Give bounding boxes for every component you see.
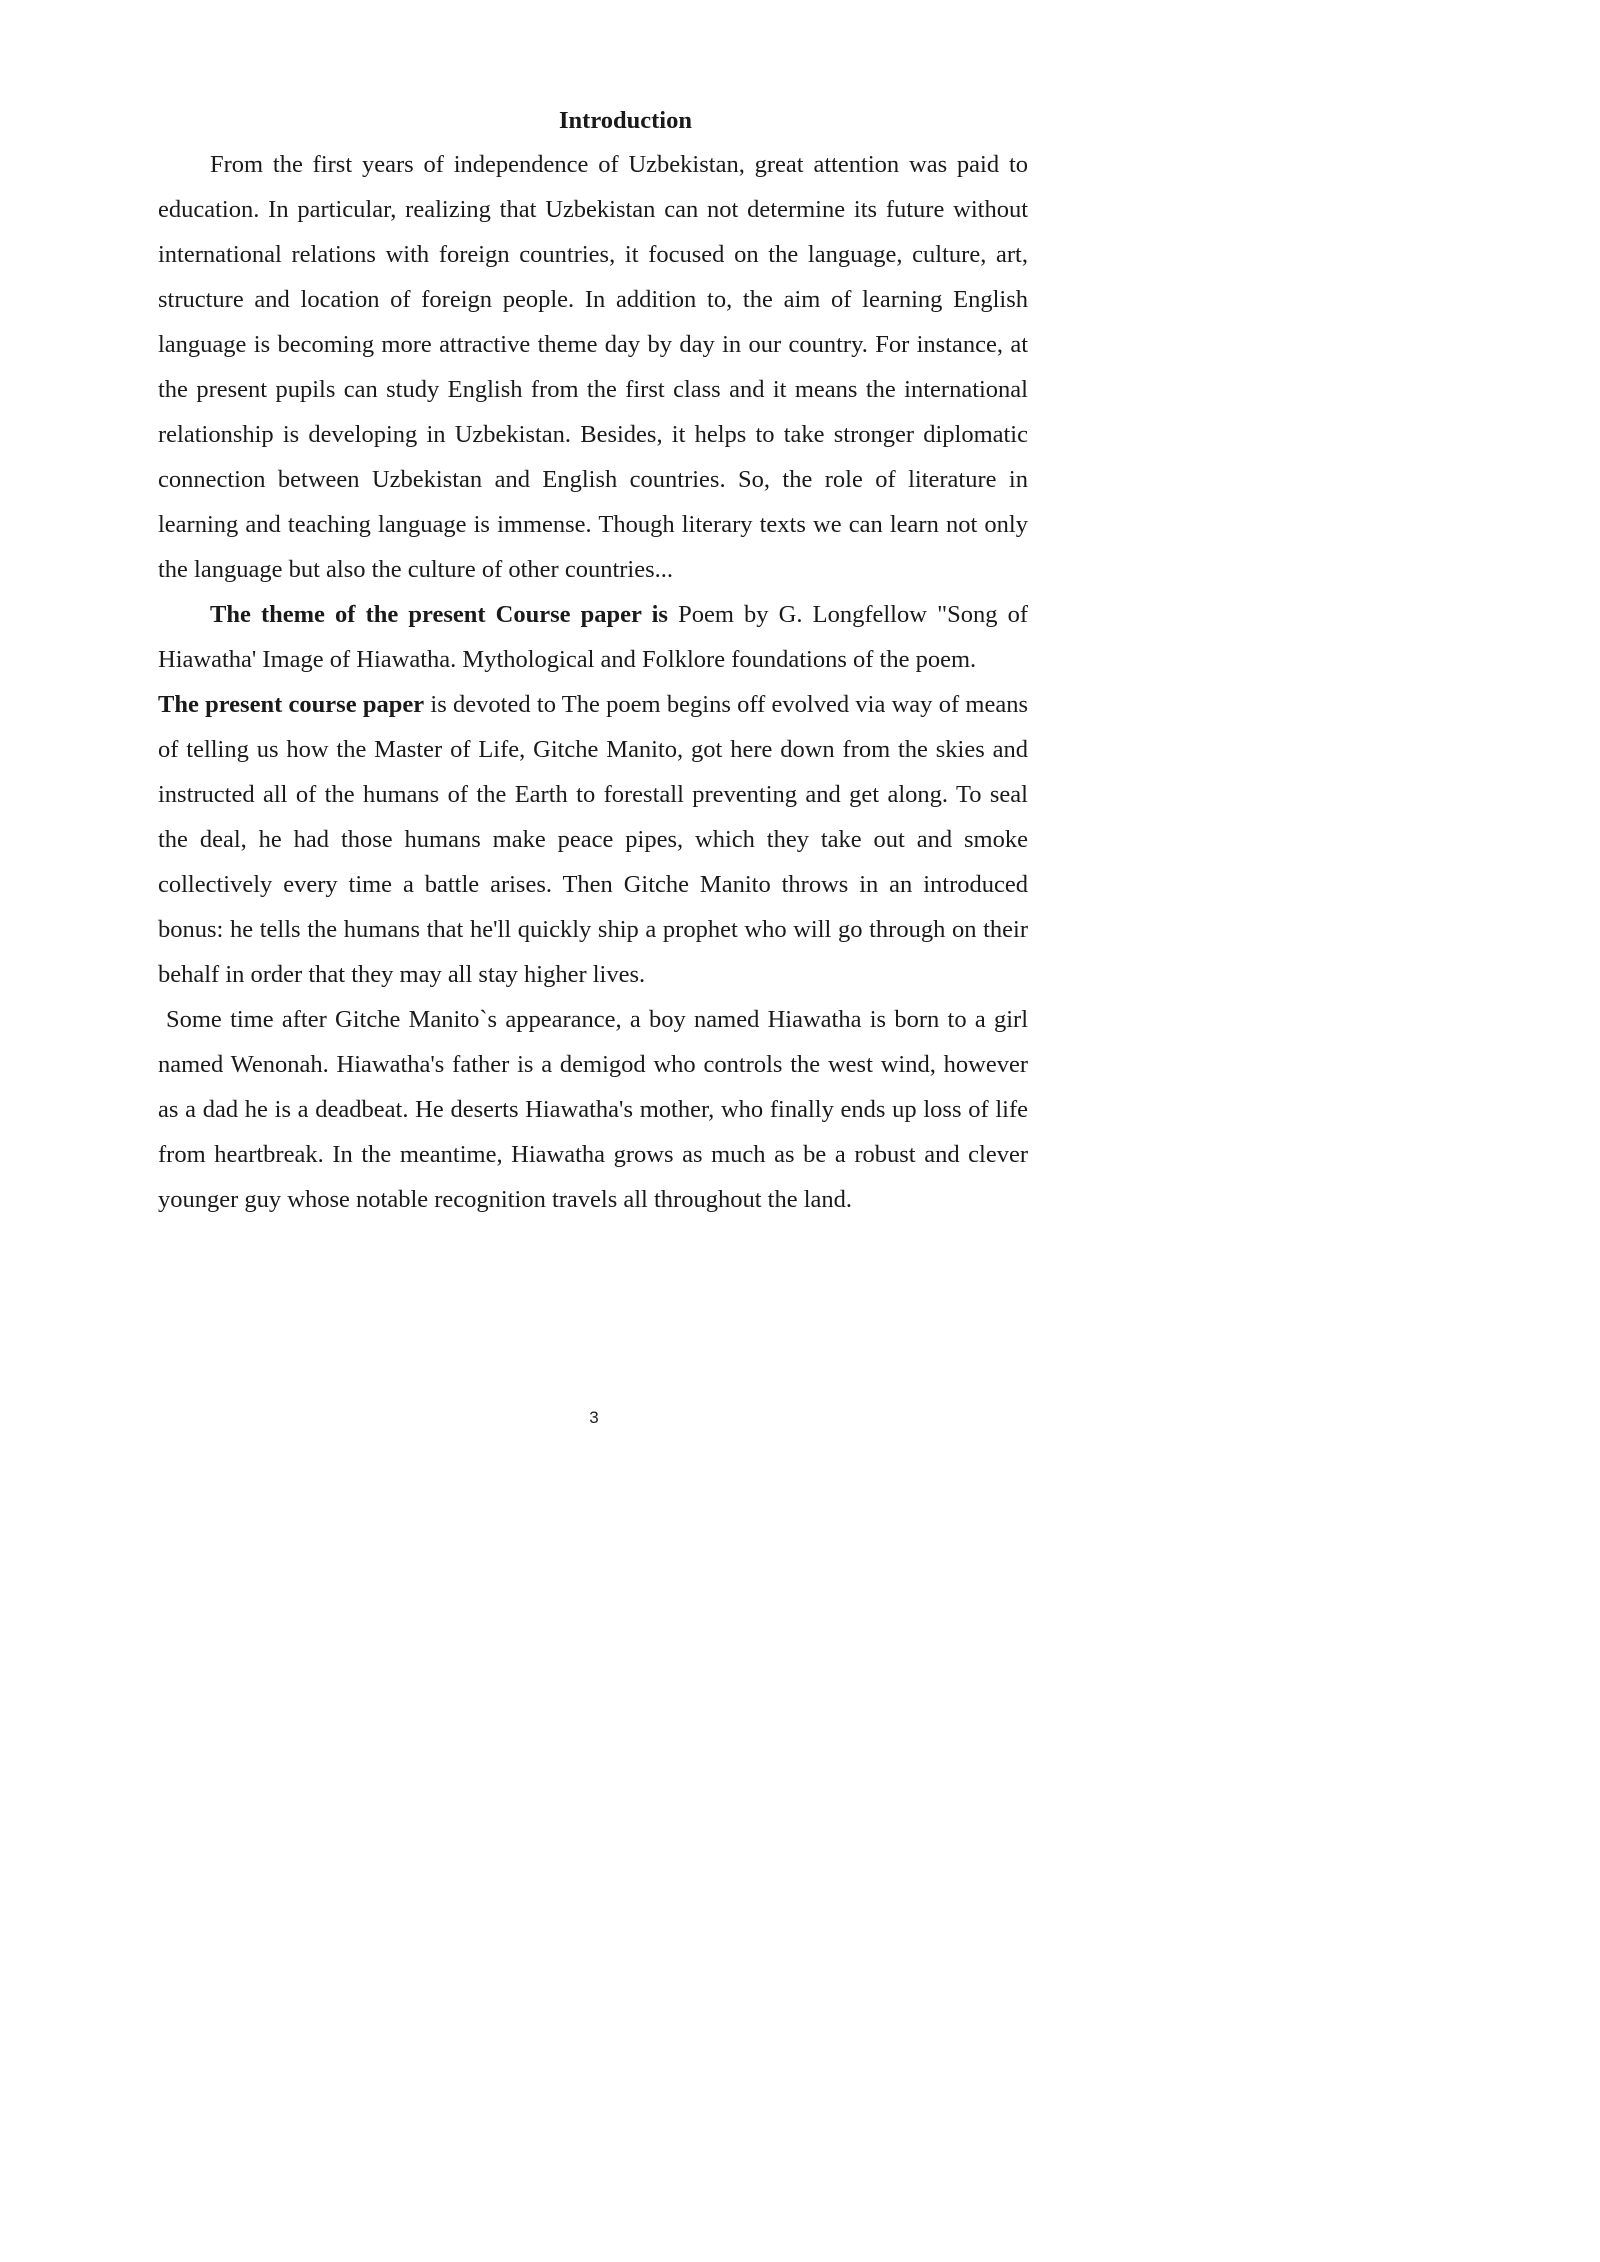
theme-text: Poem by G. Longfellow "Song of Hiawatha' Image of Hiawatha. Mythological and Folklore foundations of the poem. bbox=[158, 601, 1028, 673]
devotion-label: The present course paper bbox=[158, 691, 425, 718]
section-heading: Introduction bbox=[559, 107, 692, 134]
theme-label: The theme of the present Course paper is bbox=[210, 601, 668, 628]
document-page bbox=[0, 0, 1100, 1556]
devotion-text: is devoted to The poem begins off evolved via way of means of telling us how the Master of Life, Gitche Manito, got here down from the skies and instructed all of the humans of the Earth to forestall preventing and get along. To seal the deal, he had those humans make peace pipes, which they take out and smoke collectively every time a battle arises. Then Gitche Manito throws in an introduced bonus: he tells the humans that he'll quickly ship a prophet who will go through on their behalf in order that they may all stay higher lives. bbox=[158, 691, 1028, 988]
story-paragraph: Some time after Gitche Manito`s appearance, a boy named Hiawatha is born to a girl named Wenonah. Hiawatha's father is a demigod who controls the west wind, however as a dad he is a deadbeat. He deserts Hiawatha's mother, who finally ends up loss of life from heartbreak. In the meantime, Hiawatha grows as much as be a robust and clever younger guy whose notable recognition travels all throughout the land. bbox=[158, 1006, 1028, 1213]
page-body bbox=[158, 100, 1028, 1222]
page-number: 3 bbox=[589, 1408, 599, 1427]
intro-paragraph: From the first years of independence of Uzbekistan, great attention was paid to education. In particular, realizing that Uzbekistan can not determine its future without international relations with foreign countries, it focused on the language, culture, art, structure and location of foreign people. In addition to, the aim of learning English language is becoming more attractive theme day by day in our country. For instance, at the present pupils can study English from the first class and it means the international relationship is developing in Uzbekistan. Besides, it helps to take stronger diplomatic connection between Uzbekistan and English countries. So, the role of literature in learning and teaching language is immense. Though literary texts we can learn not only the language but also the culture of other countries... bbox=[158, 151, 1028, 583]
devotion-paragraph bbox=[158, 682, 1028, 997]
theme-paragraph bbox=[158, 592, 1028, 682]
